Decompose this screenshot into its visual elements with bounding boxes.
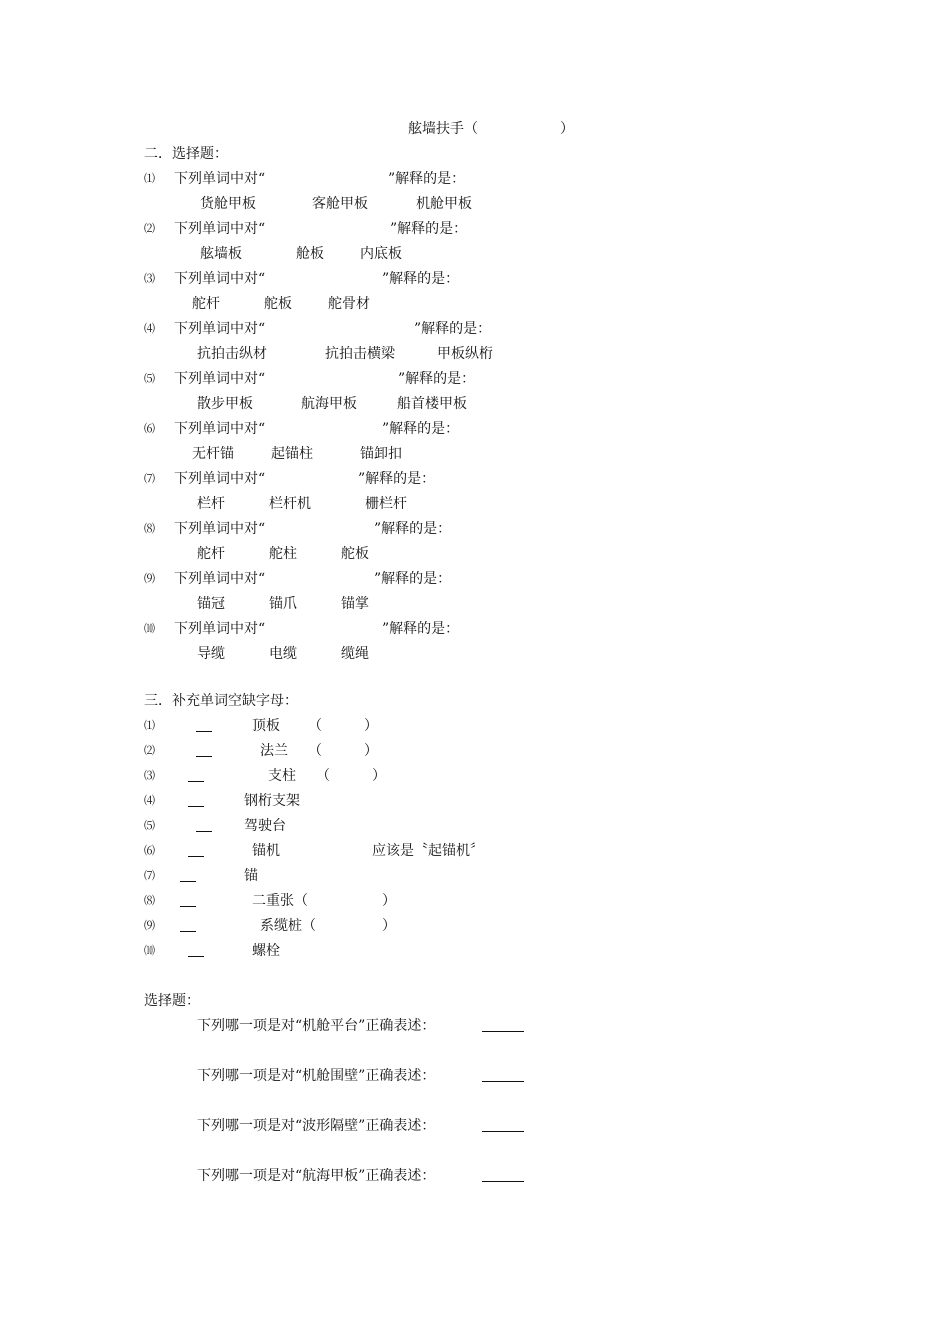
item-number: ⑻ [144,894,155,907]
answer-blank [196,731,212,732]
question-prefix: 下列单词中对“ [174,521,266,537]
question-suffix: ”解释的是： [382,621,460,637]
question-number: ⑶ [144,272,155,285]
question-number: ⑸ [144,372,155,385]
option: 栏杆 [197,496,225,512]
question-prefix: 下列单词中对“ [174,171,266,187]
option: 导缆 [197,646,225,662]
option: 栅栏杆 [365,496,407,512]
answer-blank [188,856,204,857]
option: 舵杆 [192,296,220,312]
item-word: 驾驶台 [244,818,286,834]
option: 舵杆 [197,546,225,562]
option: 舵板 [264,296,292,312]
option: 甲板纵桁 [437,346,493,362]
question-text: 下列哪一项是对“航海甲板”正确表述： [197,1168,436,1184]
item-word: 法兰 [260,743,288,759]
item-number: ⑼ [144,919,155,932]
option: 抗拍击横梁 [325,346,395,362]
question-prefix: 下列单词中对“ [174,421,266,437]
option: 航海甲板 [301,396,357,412]
question-prefix: 下列单词中对“ [174,321,266,337]
item-paren: ） [382,893,396,909]
item-paren: ） [382,918,396,934]
option: 无杆锚 [192,446,234,462]
option: 舷墙板 [200,246,242,262]
option: 内底板 [360,246,402,262]
question-text: 下列哪一项是对“波形隔壁”正确表述： [197,1118,436,1134]
question-prefix: 下列单词中对“ [174,571,266,587]
section3-heading: 三．补充单词空缺字母： [144,693,298,709]
question-number: ⑴ [144,172,155,185]
question-suffix: ”解释的是： [390,221,468,237]
option: 锚卸扣 [360,446,402,462]
question-prefix: 下列单词中对“ [174,371,266,387]
question-suffix: ”解释的是： [382,271,460,287]
answer-blank [482,1081,524,1082]
answer-blank [482,1031,524,1032]
question-number: ⑷ [144,322,155,335]
item-paren: （ ） [316,768,386,784]
item-number: ⑽ [144,944,155,957]
option: 散步甲板 [197,396,253,412]
question-number: ⑺ [144,472,155,485]
option: 栏杆机 [269,496,311,512]
answer-blank [188,956,204,957]
question-number: ⑻ [144,522,155,535]
item-word: 系缆桩（ [260,918,316,934]
item-word: 二重张（ [252,893,308,909]
item-number: ⑺ [144,869,155,882]
question-text: 下列哪一项是对“机舱平台”正确表述： [197,1018,436,1034]
top-term: 舷墙扶手（ [408,121,478,137]
option: 锚爪 [269,596,297,612]
question-prefix: 下列单词中对“ [174,221,266,237]
question-number: ⑵ [144,222,155,235]
item-paren: （ ） [308,743,378,759]
item-word: 顶板 [252,718,280,734]
question-number: ⑽ [144,622,155,635]
item-number: ⑹ [144,844,155,857]
item-note: 应该是〝起锚机〞 [372,843,484,859]
question-number: ⑼ [144,572,155,585]
section2-heading: 二．选择题： [144,146,228,162]
answer-blank [482,1181,524,1182]
question-suffix: ”解释的是： [382,421,460,437]
answer-blank [482,1131,524,1132]
answer-blank [188,806,204,807]
question-prefix: 下列单词中对“ [174,271,266,287]
item-number: ⑸ [144,819,155,832]
item-word: 钢桁支架 [244,793,300,809]
option: 货舱甲板 [200,196,256,212]
option: 舵板 [341,546,369,562]
top-close-paren: ） [560,121,574,137]
option: 抗拍击纵材 [197,346,267,362]
option: 舱板 [296,246,324,262]
item-word: 支柱 [268,768,296,784]
option: 锚冠 [197,596,225,612]
answer-blank [196,756,212,757]
item-word: 锚机 [252,843,280,859]
item-number: ⑶ [144,769,155,782]
question-prefix: 下列单词中对“ [174,621,266,637]
option: 舵骨材 [328,296,370,312]
answer-blank [180,881,196,882]
question-suffix: ”解释的是： [414,321,492,337]
option: 客舱甲板 [312,196,368,212]
question-number: ⑹ [144,422,155,435]
answer-blank [180,931,196,932]
option: 起锚柱 [271,446,313,462]
answer-blank [180,906,196,907]
option: 缆绳 [341,646,369,662]
item-number: ⑴ [144,719,155,732]
option: 舵柱 [269,546,297,562]
item-number: ⑷ [144,794,155,807]
item-word: 锚 [244,868,258,884]
option: 电缆 [269,646,297,662]
answer-blank [188,781,204,782]
question-suffix: ”解释的是： [374,521,452,537]
question-text: 下列哪一项是对“机舱围壁”正确表述： [197,1068,436,1084]
question-suffix: ”解释的是： [374,571,452,587]
item-paren: （ ） [308,718,378,734]
question-suffix: ”解释的是： [388,171,466,187]
question-suffix: ”解释的是： [358,471,436,487]
item-word: 螺栓 [252,943,280,959]
option: 船首楼甲板 [397,396,467,412]
section4-heading: 选择题： [144,993,200,1009]
answer-blank [196,831,212,832]
option: 锚掌 [341,596,369,612]
item-number: ⑵ [144,744,155,757]
question-suffix: ”解释的是： [398,371,476,387]
question-prefix: 下列单词中对“ [174,471,266,487]
option: 机舱甲板 [416,196,472,212]
